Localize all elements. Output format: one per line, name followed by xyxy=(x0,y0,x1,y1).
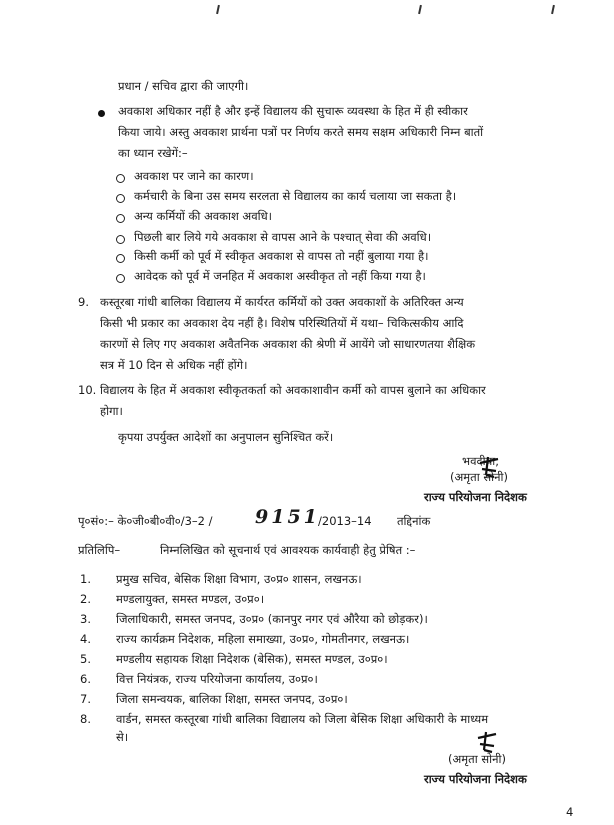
circle-bullet-icon xyxy=(116,214,125,223)
copy-item-number: 2. xyxy=(80,592,91,606)
copy-item-number: 5. xyxy=(80,652,91,666)
bullet-line: किया जाये। अस्तु अवकाश प्रार्थना पत्रों पर निर्णय करते समय सक्षम अधिकारी निम्न बातों xyxy=(118,125,484,139)
item9-line: किसी भी प्रकार का अवकाश देय नहीं है। विशेष परिस्थितियों में यथा– चिकित्सकीय आदि xyxy=(100,316,464,330)
copy-item-text: जिलाधिकारी, समस्त जनपद, उ०प्र० (कानपुर नगर एवं औरैया को छोड़कर)। xyxy=(116,612,428,626)
sub-point: किसी कर्मी को पूर्व में स्वीकृत अवकाश से वापस तो नहीं बुलाया गया है। xyxy=(134,249,429,263)
signatory-name: (अमृता सोनी) xyxy=(450,470,508,484)
copy-item-text: प्रमुख सचिव, बेसिक शिक्षा विभाग, उ०प्र० शासन, लखनऊ। xyxy=(116,572,362,586)
item10-line: विद्यालय के हित में अवकाश स्वीकृतकर्ता को अवकाशावीन कर्मी को वापस बुलाने का अधिकार xyxy=(100,383,486,397)
page-number: 4 xyxy=(566,805,574,819)
copy-item-text: वित्त नियंत्रक, राज्य परियोजना कार्यालय, उ०प्र०। xyxy=(116,672,318,686)
item9-line: कारणों से लिए गए अवकाश अवैतनिक अवकाश की श्रेणी में आयेंगे जो साधारणतया शैक्षिक xyxy=(100,337,476,351)
circle-bullet-icon xyxy=(116,274,125,283)
bullet-icon xyxy=(98,110,105,117)
bullet-line: का ध्यान रखेगें:– xyxy=(118,146,188,160)
copy-heading: प्रतिलिपि– xyxy=(78,543,121,557)
circle-bullet-icon xyxy=(116,174,125,183)
ref-prefix: पृ०सं०:– के०जी०बी०वी०/3–2 / xyxy=(78,514,213,528)
sub-point: आवेदक को पूर्व में जनहित में अवकाश अस्वीकृत तो नहीं किया गया है। xyxy=(134,269,426,283)
circle-bullet-icon xyxy=(116,235,125,244)
signatory2-name: (अमृता सोनी) xyxy=(448,752,506,766)
circle-bullet-icon xyxy=(116,194,125,203)
ref-year: /2013–14 xyxy=(318,514,372,528)
copy-item-text: राज्य कार्यक्रम निदेशक, महिला समाख्या, उ०प्र०, गोमतीनगर, लखनऊ। xyxy=(116,632,410,646)
copy-item-number: 6. xyxy=(80,672,91,686)
bullet-line: अवकाश अधिकार नहीं है और इन्हें विद्यालय की सुचारू व्यवस्था के हित में ही स्वीकार xyxy=(118,104,468,118)
copy-item-text: जिला समन्वयक, बालिका शिक्षा, समस्त जनपद, उ०प्र०। xyxy=(116,692,348,706)
item10-number: 10. xyxy=(78,383,97,397)
sub-point: कर्मचारी के बिना उस समय सरलता से विद्यालय का कार्य चलाया जा सकता है। xyxy=(134,189,457,203)
scan-mark xyxy=(551,5,555,14)
copy-intro: निम्नलिखित को सूचनार्थ एवं आवश्यक कार्यवाही हेतु प्रेषित :– xyxy=(160,543,416,557)
signatory-title: राज्य परियोजना निदेशक xyxy=(424,490,527,504)
item10-line: होगा। xyxy=(100,404,123,418)
item9-line: कस्तूरबा गांधी बालिका विद्यालय में कार्यरत कर्मियों को उक्त अवकाशों के अतिरिक्त अन्य xyxy=(100,295,464,309)
copy-item-number: 1. xyxy=(80,572,91,586)
sub-point: अवकाश पर जाने का कारण। xyxy=(134,169,254,183)
ref-number-handwritten: 9151 xyxy=(255,506,320,528)
closing: भवदीया, xyxy=(462,454,499,468)
copy-item-number: 8. xyxy=(80,712,91,726)
copy-item-text: मण्डलीय सहायक शिक्षा निदेशक (बेसिक), समस्त मण्डल, उ०प्र०। xyxy=(116,652,388,666)
scan-mark xyxy=(418,5,422,14)
copy-item-continuation: से। xyxy=(116,730,129,744)
copy-item-text: मण्डलायुक्त, समस्त मण्डल, उ०प्र०। xyxy=(116,592,265,606)
signatory2-title: राज्य परियोजना निदेशक xyxy=(424,772,527,786)
para-continuation: प्रधान / सचिव द्वारा की जाएगी। xyxy=(118,79,249,93)
sub-point: अन्य कर्मियों की अवकाश अवधि। xyxy=(134,209,273,223)
ref-date: तद्दिनांक xyxy=(397,514,431,528)
copy-item-number: 7. xyxy=(80,692,91,706)
scan-mark xyxy=(216,5,220,14)
item9-number: 9. xyxy=(78,295,89,309)
copy-item-text: वार्डन, समस्त कस्तूरबा गांधी बालिका विद्यालय को जिला बेसिक शिक्षा अधिकारी के माध्यम xyxy=(116,712,489,726)
copy-item-number: 4. xyxy=(80,632,91,646)
sub-point: पिछली बार लिये गये अवकाश से वापस आने के पश्चात् सेवा की अवधि। xyxy=(134,230,432,244)
item9-line: सत्र में 10 दिन से अधिक नहीं होंगे। xyxy=(100,358,248,372)
request-line: कृपया उपर्युक्त आदेशों का अनुपालन सुनिश्चित करें। xyxy=(118,430,334,444)
circle-bullet-icon xyxy=(116,254,125,263)
copy-item-number: 3. xyxy=(80,612,91,626)
signature-mark-icon xyxy=(474,730,500,754)
